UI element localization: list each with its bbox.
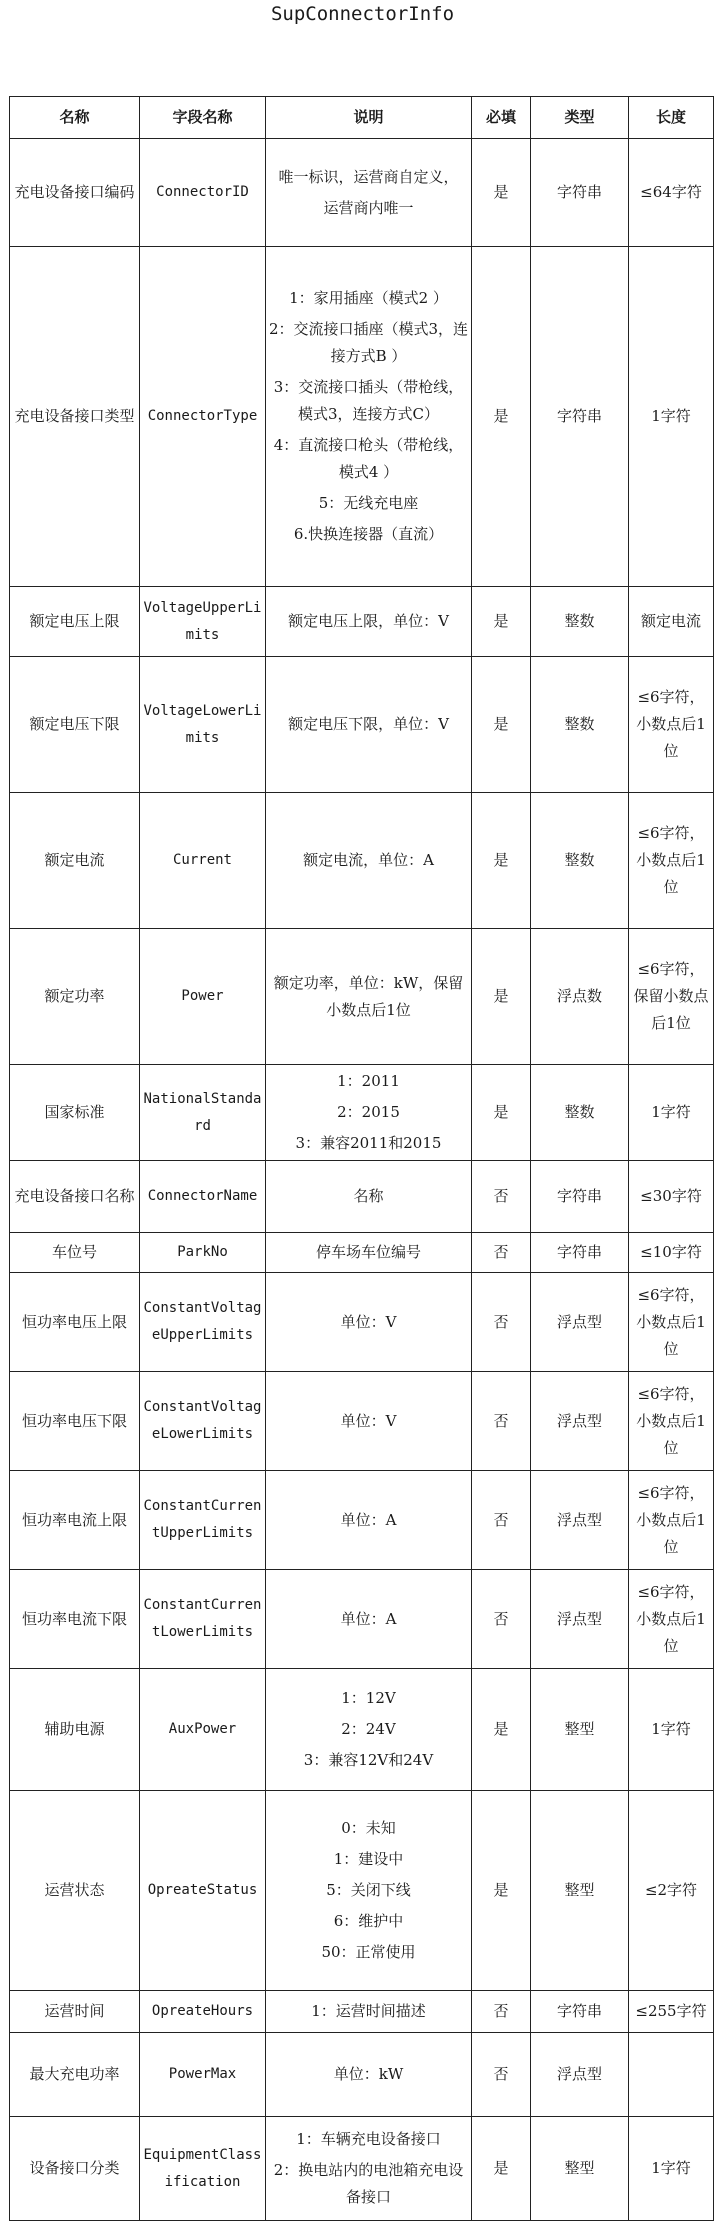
cell-description <box>266 2117 472 2221</box>
cell-name: 设备接口分类 <box>10 2117 140 2221</box>
table-row <box>10 1065 714 1161</box>
cell-type: 浮点型 <box>531 1372 629 1471</box>
cell-type: 浮点型 <box>531 1273 629 1372</box>
cell-type: 字符串 <box>531 1233 629 1273</box>
cell-field: NationalStandard <box>140 1065 266 1161</box>
cell-required: 否 <box>472 1471 531 1570</box>
description-line: 6：维护中 <box>333 1912 404 1930</box>
description-line: 单位：kW <box>333 2065 404 2083</box>
cell-required: 否 <box>472 1233 531 1273</box>
cell-required: 否 <box>472 1570 531 1669</box>
cell-name: 充电设备接口名称 <box>10 1161 140 1233</box>
description-line: 2：换电站内的电池箱充电设备接口 <box>273 2161 464 2206</box>
cell-name: 辅助电源 <box>10 1669 140 1791</box>
table-row <box>10 1233 714 1273</box>
cell-length: ≤6字符，小数点后1位 <box>629 793 714 929</box>
description-line: 4：直流接口枪头（带枪线，模式4 ） <box>273 436 464 481</box>
cell-type: 字符串 <box>531 1161 629 1233</box>
cell-type: 字符串 <box>531 139 629 247</box>
cell-field: Power <box>140 929 266 1065</box>
cell-description <box>266 1065 472 1161</box>
cell-field: VoltageUpperLimits <box>140 587 266 657</box>
cell-length: 1字符 <box>629 1065 714 1161</box>
cell-length: ≤255字符 <box>629 1991 714 2033</box>
cell-name: 恒功率电流上限 <box>10 1471 140 1570</box>
cell-field: Current <box>140 793 266 929</box>
table-row <box>10 1471 714 1570</box>
cell-field: ConstantVoltageUpperLimits <box>140 1273 266 1372</box>
description-line: 单位：A <box>340 1510 397 1529</box>
description-line: 单位：V <box>340 1411 397 1430</box>
cell-description <box>266 657 472 793</box>
table-row <box>10 1991 714 2033</box>
spec-table <box>9 96 714 2221</box>
description-line: 1：2011 <box>337 1072 400 1090</box>
header-field: 字段名称 <box>140 97 266 139</box>
cell-field: VoltageLowerLimits <box>140 657 266 793</box>
cell-field: ConnectorName <box>140 1161 266 1233</box>
cell-type: 字符串 <box>531 247 629 587</box>
header-description: 说明 <box>266 97 472 139</box>
cell-field: AuxPower <box>140 1669 266 1791</box>
header-type: 类型 <box>531 97 629 139</box>
cell-required: 是 <box>472 139 531 247</box>
cell-description <box>266 1669 472 1791</box>
cell-length: ≤6字符，小数点后1位 <box>629 1570 714 1669</box>
header-required: 必填 <box>472 97 531 139</box>
cell-length: ≤64字符 <box>629 139 714 247</box>
description-line: 2：2015 <box>337 1103 400 1121</box>
cell-name: 最大充电功率 <box>10 2033 140 2117</box>
cell-required: 否 <box>472 1161 531 1233</box>
table-row <box>10 1372 714 1471</box>
cell-length: ≤10字符 <box>629 1233 714 1273</box>
cell-type: 浮点型 <box>531 2033 629 2117</box>
cell-type: 浮点型 <box>531 1471 629 1570</box>
table-header-row <box>10 97 714 139</box>
cell-name: 恒功率电压上限 <box>10 1273 140 1372</box>
cell-name: 额定电压下限 <box>10 657 140 793</box>
description-line: 单位：V <box>340 1312 397 1331</box>
cell-required: 是 <box>472 1669 531 1791</box>
cell-field: OpreateStatus <box>140 1791 266 1991</box>
cell-field: ConstantVoltageLowerLimits <box>140 1372 266 1471</box>
cell-name: 运营状态 <box>10 1791 140 1991</box>
cell-description <box>266 1233 472 1273</box>
cell-type: 整型 <box>531 2117 629 2221</box>
description-line: 50：正常使用 <box>321 1943 416 1961</box>
cell-type: 字符串 <box>531 1991 629 2033</box>
table-row <box>10 1161 714 1233</box>
cell-description <box>266 247 472 587</box>
table-row <box>10 929 714 1065</box>
cell-required: 是 <box>472 793 531 929</box>
cell-description <box>266 1791 472 1991</box>
cell-required: 否 <box>472 1372 531 1471</box>
description-line: 额定电压下限，单位：V <box>288 715 449 733</box>
cell-type: 整数 <box>531 657 629 793</box>
table-row <box>10 1570 714 1669</box>
cell-name: 恒功率电流下限 <box>10 1570 140 1669</box>
cell-length: ≤6字符，保留小数点后1位 <box>629 929 714 1065</box>
cell-name: 额定功率 <box>10 929 140 1065</box>
cell-description <box>266 1471 472 1570</box>
table-row <box>10 587 714 657</box>
description-line: 停车场车位编号 <box>315 1243 421 1261</box>
description-line: 3：交流接口插头（带枪线，模式3，连接方式C） <box>273 378 464 423</box>
cell-length: 1字符 <box>629 2117 714 2221</box>
description-line: 额定电压上限，单位：V <box>288 612 449 630</box>
cell-description <box>266 1570 472 1669</box>
table-row <box>10 793 714 929</box>
cell-required: 是 <box>472 2117 531 2221</box>
table-row <box>10 2033 714 2117</box>
description-line: 3：兼容12V和24V <box>303 1751 434 1769</box>
cell-length: 1字符 <box>629 1669 714 1791</box>
cell-description <box>266 1991 472 2033</box>
cell-length: ≤2字符 <box>629 1791 714 1991</box>
description-line: 1：运营时间描述 <box>311 2002 426 2020</box>
table-row <box>10 1791 714 1991</box>
header-name: 名称 <box>10 97 140 139</box>
cell-name: 充电设备接口编码 <box>10 139 140 247</box>
cell-field: EquipmentClassification <box>140 2117 266 2221</box>
cell-name: 恒功率电压下限 <box>10 1372 140 1471</box>
cell-length: ≤30字符 <box>629 1161 714 1233</box>
description-line: 0：未知 <box>341 1819 396 1837</box>
cell-field: OpreateHours <box>140 1991 266 2033</box>
description-line: 1：车辆充电设备接口 <box>296 2130 441 2148</box>
description-line: 6.快换连接器（直流） <box>293 525 444 543</box>
cell-field: ConstantCurrentUpperLimits <box>140 1471 266 1570</box>
cell-type: 整型 <box>531 1791 629 1991</box>
cell-length: ≤6字符，小数点后1位 <box>629 657 714 793</box>
cell-required: 是 <box>472 247 531 587</box>
description-line: 2：24V <box>341 1720 396 1738</box>
cell-required: 是 <box>472 1791 531 1991</box>
description-line: 5：无线充电座 <box>318 494 419 512</box>
cell-description <box>266 1161 472 1233</box>
cell-name: 国家标准 <box>10 1065 140 1161</box>
cell-length: ≤6字符，小数点后1位 <box>629 1273 714 1372</box>
cell-length <box>629 2033 714 2117</box>
description-line: 名称 <box>353 1187 384 1205</box>
cell-name: 额定电压上限 <box>10 587 140 657</box>
cell-name: 充电设备接口类型 <box>10 247 140 587</box>
cell-description <box>266 1273 472 1372</box>
cell-required: 否 <box>472 2033 531 2117</box>
cell-length: 1字符 <box>629 247 714 587</box>
cell-required: 否 <box>472 1273 531 1372</box>
table-row <box>10 657 714 793</box>
description-line: 5：关闭下线 <box>326 1881 411 1899</box>
description-line: 2：交流接口插座（模式3，连接方式B ） <box>268 320 469 365</box>
cell-description <box>266 587 472 657</box>
cell-type: 浮点型 <box>531 1570 629 1669</box>
table-row <box>10 1273 714 1372</box>
cell-field: ConnectorType <box>140 247 266 587</box>
cell-description <box>266 139 472 247</box>
description-line: 额定电流，单位：A <box>303 851 434 869</box>
cell-type: 整数 <box>531 1065 629 1161</box>
table-row <box>10 247 714 587</box>
cell-type: 浮点数 <box>531 929 629 1065</box>
table-row <box>10 1669 714 1791</box>
cell-name: 车位号 <box>10 1233 140 1273</box>
table-row <box>10 2117 714 2221</box>
cell-required: 是 <box>472 929 531 1065</box>
cell-description <box>266 929 472 1065</box>
description-line: 唯一标识，运营商自定义， <box>278 167 459 186</box>
cell-type: 整数 <box>531 587 629 657</box>
cell-description <box>266 793 472 929</box>
cell-required: 是 <box>472 587 531 657</box>
description-line: 1：建设中 <box>333 1850 404 1868</box>
cell-name: 运营时间 <box>10 1991 140 2033</box>
table-body <box>10 139 714 2221</box>
cell-description <box>266 2033 472 2117</box>
description-line: 额定功率，单位：kW，保留小数点后1位 <box>273 973 464 1019</box>
cell-length: ≤6字符，小数点后1位 <box>629 1471 714 1570</box>
table-row <box>10 139 714 247</box>
header-length: 长度 <box>629 97 714 139</box>
description-line: 1：家用插座（模式2 ） <box>289 289 448 307</box>
cell-required: 是 <box>472 1065 531 1161</box>
cell-field: ConnectorID <box>140 139 266 247</box>
cell-required: 是 <box>472 657 531 793</box>
cell-type: 整数 <box>531 793 629 929</box>
document-title: SupConnectorInfo <box>270 3 455 25</box>
description-line: 运营商内唯一 <box>323 198 414 217</box>
cell-required: 否 <box>472 1991 531 2033</box>
cell-type: 整型 <box>531 1669 629 1791</box>
cell-name: 额定电流 <box>10 793 140 929</box>
cell-length: ≤6字符，小数点后1位 <box>629 1372 714 1471</box>
cell-description <box>266 1372 472 1471</box>
cell-field: ParkNo <box>140 1233 266 1273</box>
description-line: 单位：A <box>340 1609 397 1628</box>
cell-field: PowerMax <box>140 2033 266 2117</box>
cell-field: ConstantCurrentLowerLimits <box>140 1570 266 1669</box>
cell-length: 额定电流 <box>629 587 714 657</box>
description-line: 1：12V <box>341 1689 396 1707</box>
description-line: 3：兼容2011和2015 <box>295 1134 442 1152</box>
